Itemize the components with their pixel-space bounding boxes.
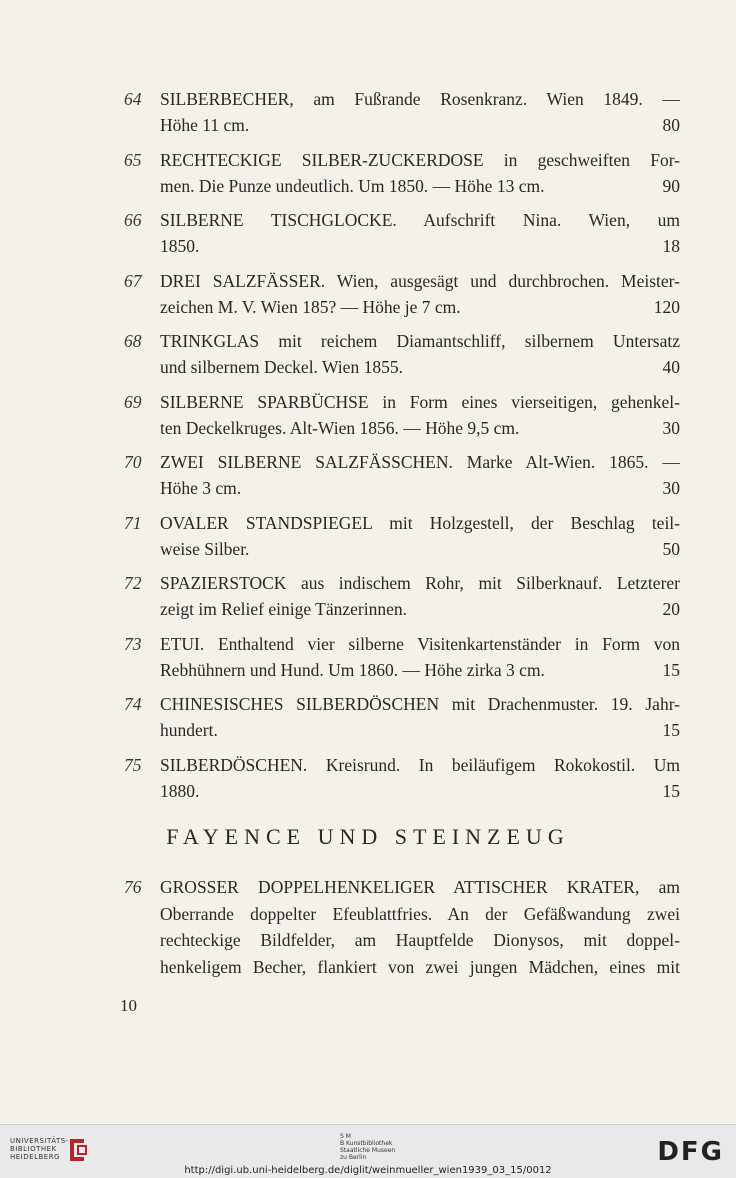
entry-number: 70 <box>124 452 142 472</box>
catalog-entry <box>124 389 680 441</box>
entry-description: TRINKGLAS mit reichem Diamantschliff, silbernem Untersatz <box>160 331 680 351</box>
entry-number: 68 <box>124 331 142 351</box>
entry-number: 75 <box>124 754 142 775</box>
entry-price: 40 <box>662 357 680 377</box>
entry-number: 76 <box>124 877 142 897</box>
entry-continuation <box>160 354 680 380</box>
entry-description: RECHTECKIGE SILBER-ZUCKERDOSE in geschweiften For- <box>160 149 680 170</box>
entry-description: CHINESISCHES SILBERDÖSCHEN mit Drachenmuster. 19. Jahr- <box>160 694 680 714</box>
catalog-entry <box>124 510 680 562</box>
entry-price: 120 <box>653 296 680 317</box>
entry-description: DREI SALZFÄSSER. Wien, ausgesägt und durchbrochen. Meister- <box>160 270 680 291</box>
entry-description: SILBERNE TISCHGLOCKE. Aufschrift Nina. Wien, um <box>160 210 680 230</box>
catalog-entry <box>124 631 680 683</box>
entry-description: ZWEI SILBERNE SALZFÄSSCHEN. Marke Alt-Wien. 1865. — <box>160 452 680 472</box>
catalog-entry <box>124 147 680 199</box>
entry-number: 65 <box>124 149 142 170</box>
entry-number: 66 <box>124 210 142 230</box>
page-number: 10 <box>120 996 137 1015</box>
entry-number: 71 <box>124 512 142 533</box>
entry-description-cont: zeigt im Relief einige Tänzerinnen. <box>160 599 408 619</box>
entry-price: 50 <box>662 538 680 559</box>
entry-price: 80 <box>662 115 680 135</box>
entry-continuation <box>160 475 680 501</box>
entry-description: ETUI. Enthaltend vier silberne Visitenkartenständer in Form von <box>160 633 680 654</box>
entry-line: henkeligem Becher, flankiert von zwei jungen Mädchen, eines mit <box>160 956 680 977</box>
viewer-footer <box>0 1124 736 1178</box>
entry-number: 69 <box>124 391 142 412</box>
entry-description-cont: ten Deckelkruges. Alt-Wien 1856. — Höhe 9,5 cm. <box>160 417 520 438</box>
entry-description-cont: Rebhühnern und Hund. Um 1860. — Höhe zirka 3 cm. <box>160 659 545 680</box>
entry-description-cont: und silbernem Deckel. Wien 1855. <box>160 357 403 377</box>
catalog-entry <box>124 449 680 501</box>
entry-description-cont: Höhe 11 cm. <box>160 115 250 135</box>
entry-continuation <box>160 233 680 259</box>
entry-continuation <box>160 294 680 320</box>
catalog-entry <box>124 752 680 804</box>
entry-continuation <box>160 778 680 804</box>
catalog-entry <box>124 328 680 380</box>
entry-price: 90 <box>662 175 680 196</box>
entry-description-cont: 1850. <box>160 236 200 256</box>
entry-price: 30 <box>662 417 680 438</box>
entry-description-cont: men. Die Punze undeutlich. Um 1850. — Höhe 13 cm. <box>160 175 545 196</box>
entry-description-cont: weise Silber. <box>160 538 250 559</box>
entry-76 <box>124 874 680 980</box>
entry-number: 67 <box>124 270 142 291</box>
catalog-entry <box>124 86 680 138</box>
entry-continuation <box>160 717 680 743</box>
entry-description-cont: hundert. <box>160 720 218 740</box>
entry-continuation <box>160 657 680 683</box>
entry-description: SPAZIERSTOCK aus indischem Rohr, mit Silberknauf. Letzterer <box>160 573 680 593</box>
entry-number: 72 <box>124 573 142 593</box>
entry-continuation <box>160 536 680 562</box>
university-logo-icon <box>64 1135 90 1165</box>
entry-continuation <box>160 415 680 441</box>
entry-continuation <box>160 596 680 622</box>
catalog-entry <box>124 268 680 320</box>
entry-number: 73 <box>124 633 142 654</box>
entry-price: 18 <box>662 236 680 256</box>
entry-description: SILBERDÖSCHEN. Kreisrund. In beiläufigem Rokokostil. Um <box>160 754 680 775</box>
section-heading: FAYENCE UND STEINZEUG <box>166 824 570 849</box>
entry-description-cont: Höhe 3 cm. <box>160 478 242 498</box>
entry-description-cont: zeichen M. V. Wien 185? — Höhe je 7 cm. <box>160 296 461 317</box>
entry-continuation <box>160 173 680 199</box>
entry-description: OVALER STANDSPIEGEL mit Holzgestell, der Beschlag teil- <box>160 512 680 533</box>
library-stamp-logo: S M B Kunstbibliothek Staatliche Museen zu Berlin <box>340 1133 396 1161</box>
entry-line: GROSSER DOPPELHENKELIGER ATTISCHER KRATER, am <box>160 877 680 897</box>
entry-price: 20 <box>662 599 680 619</box>
catalog-entry <box>124 207 680 259</box>
entry-line: rechteckige Bildfelder, am Hauptfelde Dionysos, mit doppel- <box>160 930 680 950</box>
entry-description: SILBERNE SPARBÜCHSE in Form eines vierseitigen, gehenkel- <box>160 391 680 412</box>
university-name: UNIVERSITÄTS- BIBLIOTHEK HEIDELBERG <box>10 1137 69 1161</box>
entry-price: 15 <box>662 720 680 740</box>
entry-number: 74 <box>124 694 142 714</box>
dfg-logo: DFG <box>657 1137 724 1167</box>
entry-price: 15 <box>662 659 680 680</box>
entry-continuation <box>160 112 680 138</box>
entry-line: Oberrande doppelter Efeublattfries. An der Gefäßwandung zwei <box>160 903 680 924</box>
catalog-entry <box>124 691 680 743</box>
entry-description-cont: 1880. <box>160 780 200 801</box>
entry-price: 15 <box>662 780 680 801</box>
entry-price: 30 <box>662 478 680 498</box>
entry-number: 64 <box>124 89 142 109</box>
entry-description: SILBERBECHER, am Fußrande Rosenkranz. Wien 1849. — <box>160 89 680 109</box>
permalink-url[interactable]: http://digi.ub.uni-heidelberg.de/diglit/weinmueller_wien1939_03_15/0012 <box>184 1165 552 1176</box>
catalog-entry <box>124 570 680 622</box>
